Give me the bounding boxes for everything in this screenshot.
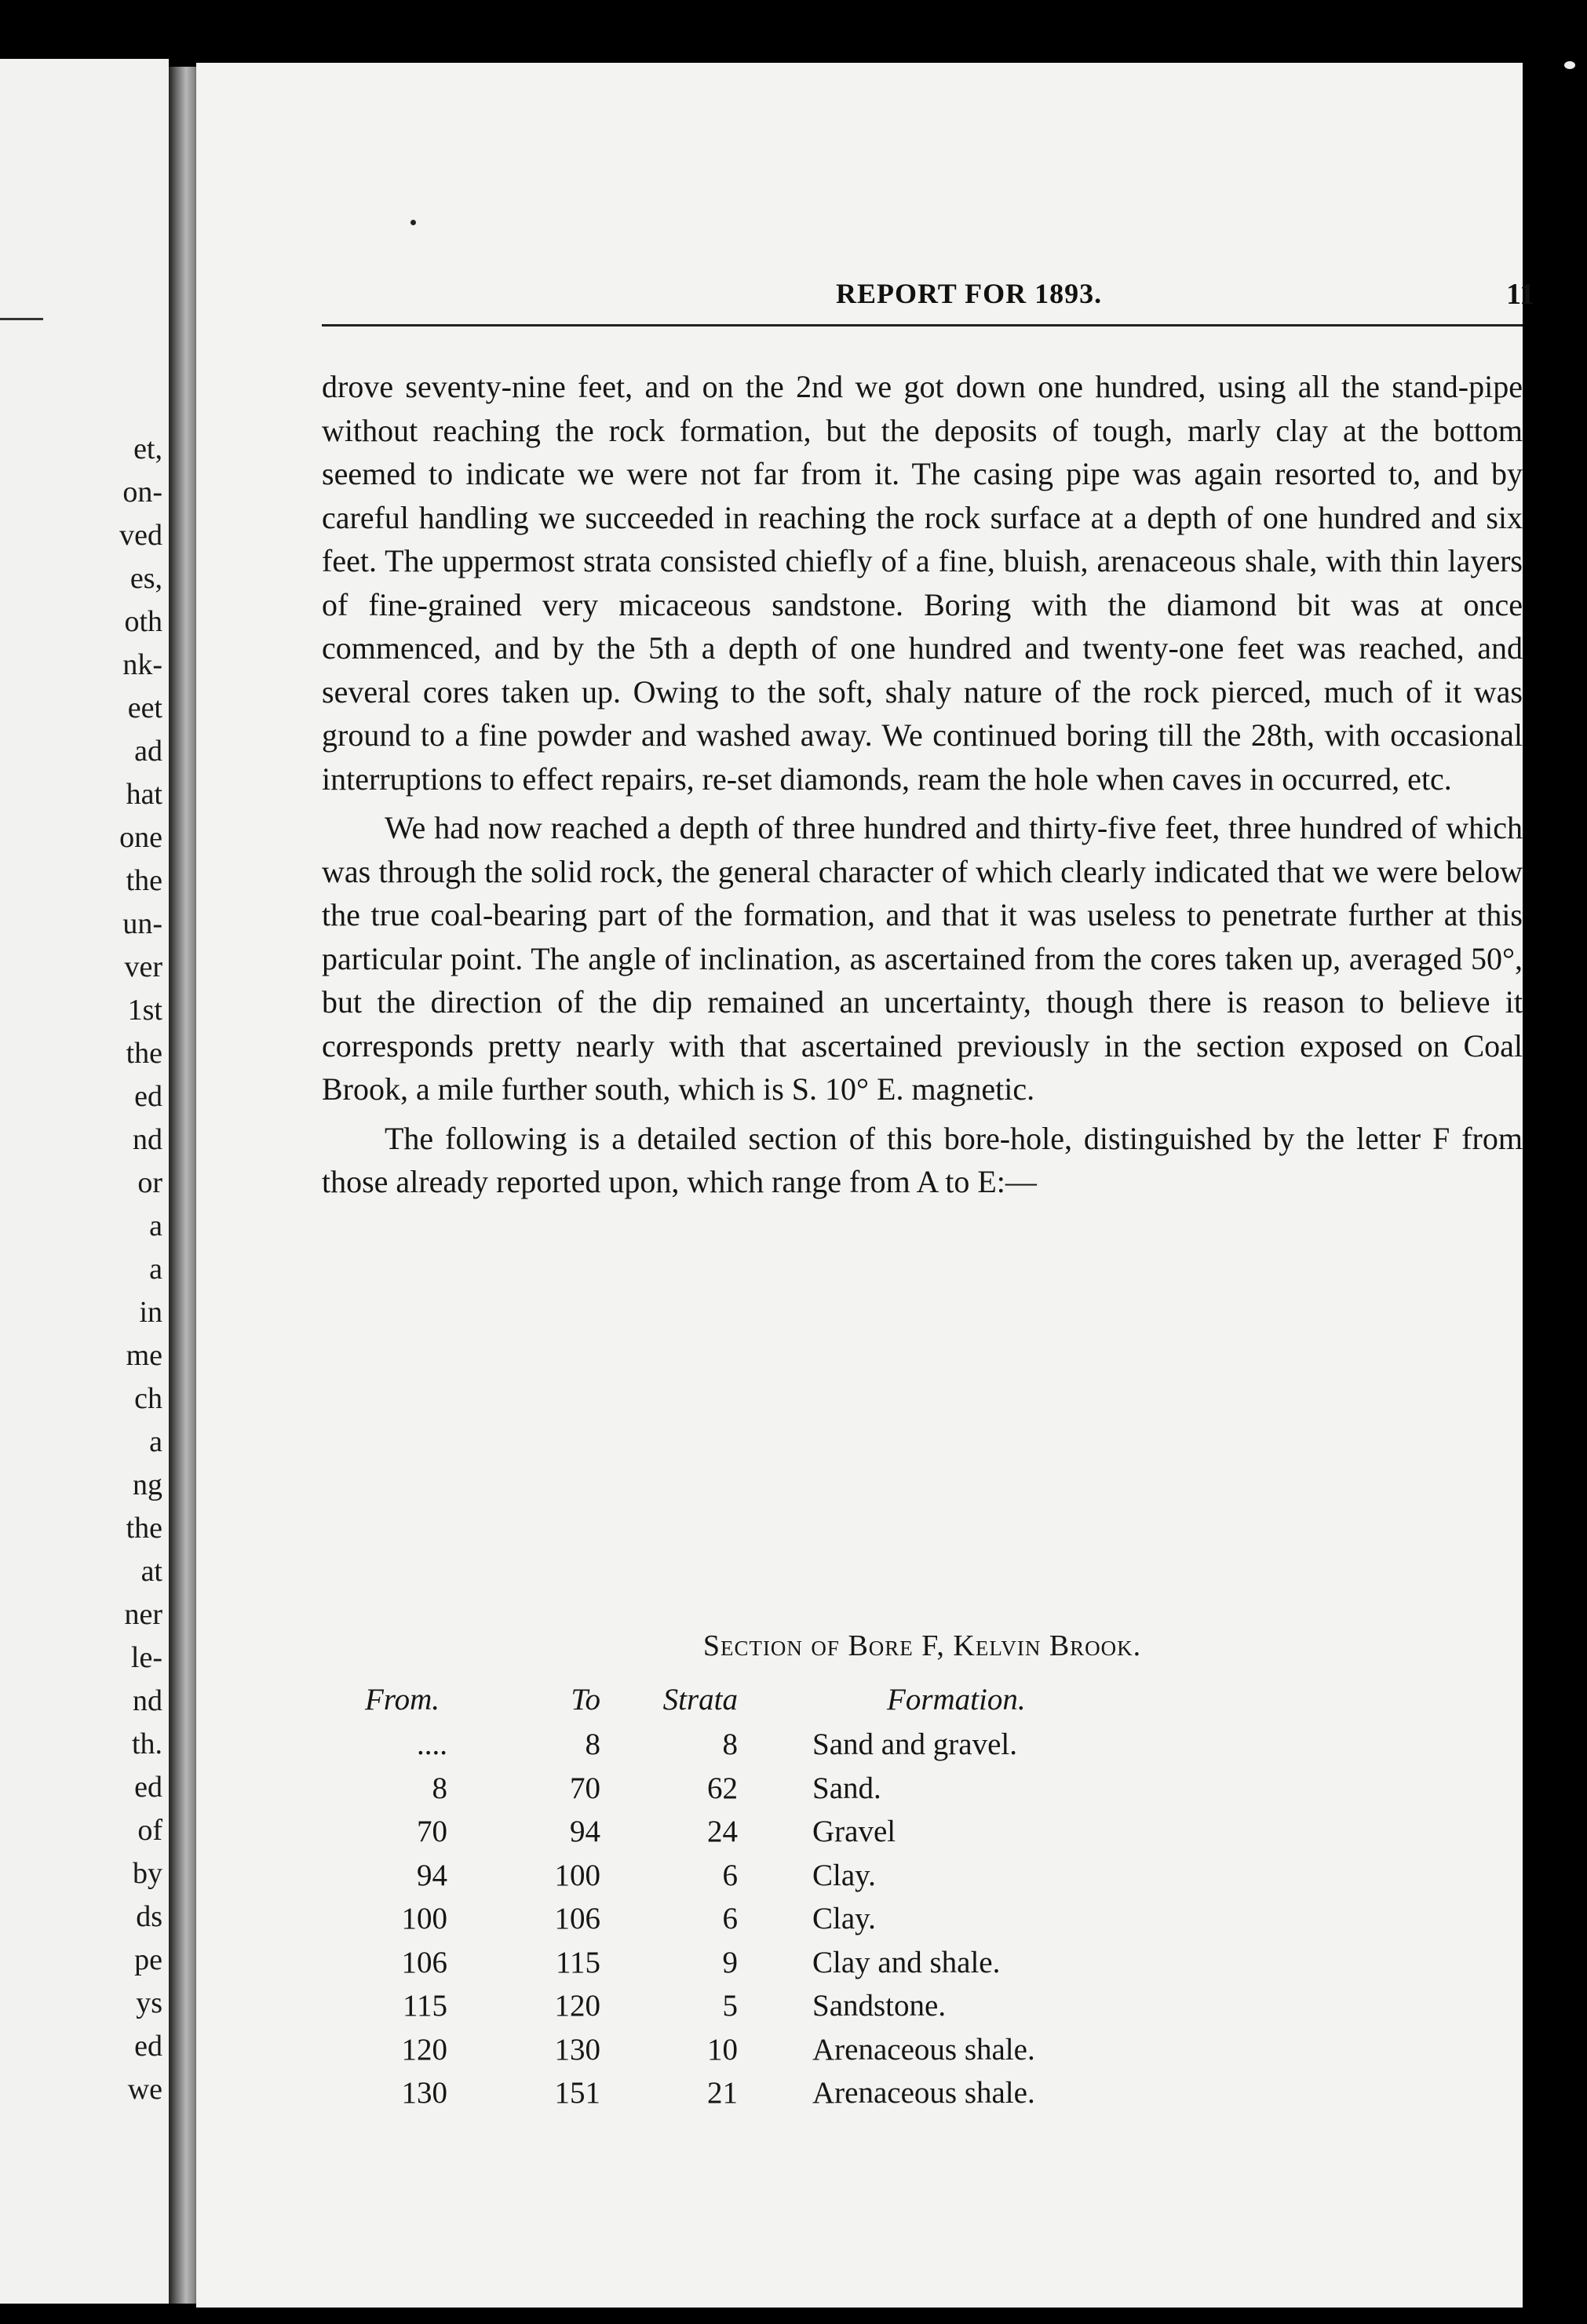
table-row [322,2071,1358,2115]
facing-page-fragment-line: we [127,2073,162,2106]
table-row [322,1984,1358,2028]
facing-page-fragment-line: on- [122,476,162,509]
page [196,63,1534,2308]
dust-speck [1564,61,1575,69]
facing-page-fragment-line: un- [122,907,162,940]
facing-page-fragment-line: ed [134,2030,162,2063]
facing-page-fragment-line: ved [119,519,162,552]
table-row [322,1854,1358,1898]
cell-from: 100 [401,1902,447,1936]
cell-strata: 6 [722,1902,738,1936]
dust-speck [410,220,416,225]
facing-page-line-ends [119,428,162,2111]
cell-from: 106 [401,1945,447,1979]
running-head-title: REPORT FOR 1893. [836,278,1103,309]
cell-formation: Sandstone. [812,1989,947,2023]
cell-formation: Clay. [812,1902,876,1936]
header-rule [322,324,1523,327]
cell-to: 106 [554,1902,600,1936]
facing-page-rule [0,318,43,320]
cell-to: 151 [554,2076,600,2111]
cell-to: 130 [554,2032,600,2067]
cell-to: 70 [570,1771,600,1805]
cell-formation: Arenaceous shale. [812,2032,1035,2067]
body-text [322,365,1523,1209]
table-row [322,1941,1358,1985]
section-title: Section of Bore F, Kelvin Brook. [702,1629,1142,1662]
facing-page-fragment-line: at [140,1555,162,1588]
facing-page-fragment-line: one [119,821,162,854]
cell-strata: 21 [707,2076,738,2111]
facing-page-fragment-line: a [149,1425,162,1458]
cell-strata: 5 [722,1989,738,2023]
facing-page-fragment-line: ys [136,1987,162,2019]
cell-to: 8 [585,1727,600,1762]
table-row [322,1897,1358,1941]
cell-to: 100 [554,1858,600,1892]
cell-formation: Gravel [812,1815,896,1849]
paragraph: drove seventy-nine feet, and on the 2nd we got down one hundred, using all the stand-pipe without reaching the rock formation, but the deposits of tough, marly clay at the bottom seemed to indicate we were not far from it. The casing pipe was again resorted to, and by careful handling we succeeded in reaching the rock surface at a depth of one hundred and six feet. The uppermost strata consisted chiefly of a fine, bluish, arenaceous shale, with thin layers of fine-grained very micaceous sandstone. Boring with the diamond bit was at once commenced, and by the 5th a depth of one hundred and twenty-one feet was reached, and several cores taken up. Owing to the soft, shaly nature of the rock pierced, much of it was ground to a fine powder and washed away. We continued boring till the 28th, with occasional interruptions to effect repairs, re-set diamonds, ream the hole when caves in occurred, etc. [322,369,1523,797]
paragraph: We had now reached a depth of three hundred and thirty-five feet, three hundred of which was through the solid rock, the general character of which clearly indicated that we were below the true coal-bearing part of the formation, and that it was useless to penetrate further at this particular point. The angle of inclination, as ascertained from the cores taken up, averaged 50°, but the direction of the dip remained an uncertainty, though there is reason to believe it corresponds pretty nearly with that ascertained previously in the section exposed on Coal Brook, a mile further south, which is S. 10° E. magnetic. [322,810,1523,1107]
facing-page-fragment-line: ed [134,1771,162,1804]
table-row [322,1723,1358,1767]
cell-from: 130 [401,2076,447,2111]
bore-section-table [322,1676,1358,2115]
facing-page-fragment-line: in [139,1296,162,1329]
cell-formation: Sand and gravel. [812,1727,1018,1762]
facing-page-fragment-line: nk- [122,648,162,681]
facing-page-fragment-line: nd [133,1684,162,1717]
facing-page-fragment-line: ds [136,1900,162,1933]
facing-page-fragment-line: eet [127,691,162,724]
cell-strata: 8 [722,1727,738,1762]
table-row [322,1810,1358,1854]
cell-from: 70 [417,1815,447,1849]
cell-from: 115 [402,1989,447,2023]
facing-page-fragment-line: ad [134,735,162,768]
page-number: 11 [1506,278,1534,311]
facing-page-fragment-line: hat [126,778,162,811]
cell-strata: 9 [722,1945,738,1979]
cell-from: 94 [417,1858,447,1892]
facing-page-fragment-line: th. [131,1727,162,1760]
facing-page-fragment-line: 1st [127,994,162,1027]
facing-page-fragment-line: le- [130,1641,162,1674]
facing-page-fragment-line: ng [133,1468,162,1501]
column-header-formation: Formation. [887,1682,1026,1717]
facing-page-fragment-line: oth [124,605,162,638]
facing-page-fragment-line: es, [130,562,162,595]
cell-formation: Clay. [812,1858,876,1892]
cell-strata: 62 [707,1771,738,1805]
facing-page-fragment-line: nd [133,1123,162,1156]
column-header-to: To [571,1682,600,1717]
table-header-row [322,1676,1358,1723]
cell-formation: Arenaceous shale. [812,2076,1035,2111]
column-header-strata: Strata [662,1682,738,1717]
facing-page-fragment-line: ner [124,1598,162,1631]
facing-page-fragment-line: of [137,1814,162,1847]
cell-strata: 24 [707,1815,738,1849]
facing-page-fragment-line: the [126,1037,162,1070]
facing-page-fragment-line: me [126,1339,162,1372]
table-row [322,1767,1358,1811]
facing-page-fragment-line: et, [133,432,162,465]
book-gutter [169,67,200,2304]
paragraph: The following is a detailed section of this bore-hole, distinguished by the letter F from those already reported upon, which range from A to E:— [322,1120,1523,1199]
facing-page-fragment-line: the [126,864,162,897]
facing-page-fragment-line: pe [134,1943,162,1976]
facing-page-fragment-line: a [149,1209,162,1242]
cell-strata: 6 [722,1858,738,1892]
column-header-from: From. [365,1682,440,1717]
cell-formation: Clay and shale. [812,1945,1001,1979]
facing-page-fragment-line: ed [134,1080,162,1113]
cell-strata: 10 [707,2032,738,2067]
facing-page-fragment-line: ch [134,1382,162,1415]
facing-page-fragment-line: a [149,1253,162,1286]
cell-from: 8 [432,1771,447,1805]
facing-page-fragment [0,59,169,2304]
facing-page-fragment-line: the [126,1512,162,1545]
cell-from: .... [417,1727,447,1762]
cell-from: 120 [401,2032,447,2067]
facing-page-fragment-line: or [137,1166,162,1199]
cell-to: 94 [570,1815,600,1849]
table-row [322,2028,1358,2072]
cell-to: 120 [554,1989,600,2023]
cell-formation: Sand. [812,1771,881,1805]
cell-to: 115 [555,1945,600,1979]
facing-page-fragment-line: ver [124,950,162,983]
running-head [322,277,1534,324]
facing-page-fragment-line: by [133,1857,162,1890]
